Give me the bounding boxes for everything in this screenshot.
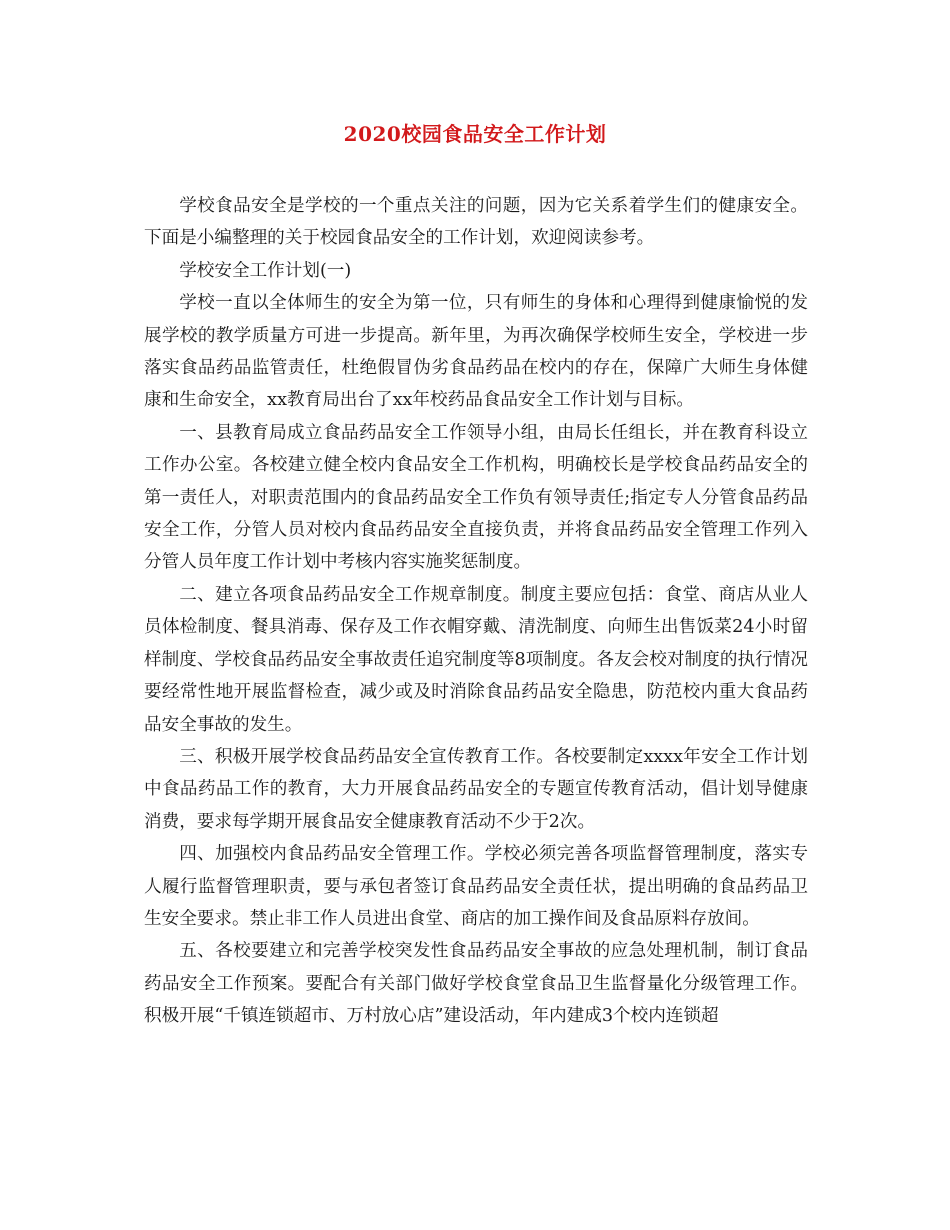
paragraph-item-4: 四、加强校内食品药品安全管理工作。学校必须完善各项监督管理制度，落实专人履行监督管理职责，要与承包者签订食品药品安全责任状，提出明确的食品药品卫生安全要求。禁止非工作人员进出食堂、商店的加工操作间及食品原料存放间。	[144, 844, 808, 929]
paragraph-item-3: 三、积极开展学校食品药品安全宣传教育工作。各校要制定xxxx年安全工作计划中食品药品工作的教育，大力开展食品药品安全的专题宣传教育活动，倡计划导健康消费，要求每学期开展食品安全健康教育活动不少于2次。	[144, 746, 808, 832]
paragraph-item-5: 五、各校要建立和完善学校突发性食品药品安全事故的应急处理机制，制订食品药品安全工作预案。要配合有关部门做好学校食堂食品卫生监督量化分级管理工作。积极开展“千镇连锁超市、万村放心店”建设活动，年内建成3个校内连锁超	[144, 941, 808, 1027]
paragraph-overview: 学校一直以全体师生的安全为第一位，只有师生的身体和心理得到健康愉悦的发展学校的教学质量方可进一步提高。新年里，为再次确保学校师生安全，学校进一步落实食品药品监管责任，杜绝假冒伪劣食品药品在校内的存在，保障广大师生身体健康和生命安全，xx教育局出台了xx年校药品食品安全工作计划与目标。	[144, 293, 808, 411]
document-title: 2020校园食品安全工作计划	[343, 122, 607, 146]
paragraph-item-1: 一、县教育局成立食品药品安全工作领导小组，由局长任组长，并在教育科设立工作办公室。各校建立健全校内食品安全工作机构，明确校长是学校食品药品安全的第一责任人，对职责范围内的食品药品安全工作负有领导责任;指定专人分管食品药品安全工作，分管人员对校内食品药品安全直接负责，并将食品药品安全管理工作列入分管人员年度工作计划中考核内容实施奖惩制度。	[144, 422, 808, 573]
paragraph-item-2: 二、建立各项食品药品安全工作规章制度。制度主要应包括：食堂、商店从业人员体检制度、餐具消毒、保存及工作衣帽穿戴、清洗制度、向师生出售饭菜24小时留样制度、学校食品药品安全事故责任追究制度等8项制度。各友会校对制度的执行情况要经常性地开展监督检查，减少或及时消除食品药品安全隐患，防范校内重大食品药品安全事故的发生。	[144, 584, 808, 735]
document-body	[144, 190, 808, 1033]
paragraph-intro: 学校食品安全是学校的一个重点关注的问题，因为它关系着学生们的健康安全。下面是小编整理的关于校园食品安全的工作计划，欢迎阅读参考。	[144, 196, 808, 249]
paragraph-section-heading: 学校安全工作计划(一)	[179, 260, 352, 281]
